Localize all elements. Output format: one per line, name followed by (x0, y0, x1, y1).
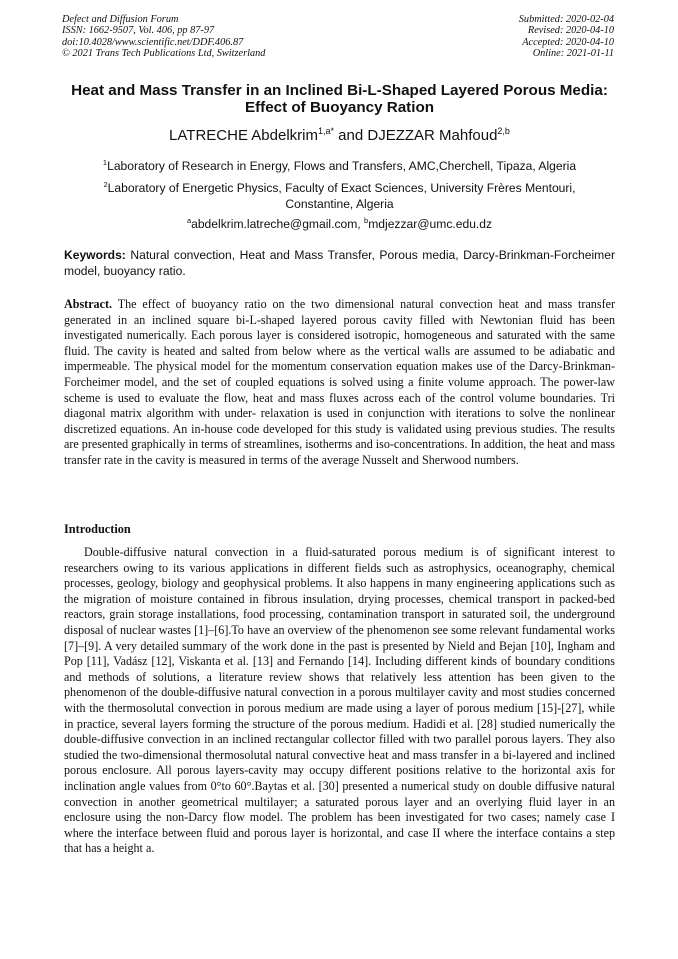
affiliation-2 (64, 177, 615, 212)
keywords-text: Natural convection, Heat and Mass Transfer, Porous media, Darcy-Brinkman-Forcheimer model, buoyancy ratio. (64, 248, 615, 278)
introduction-text: Double-diffusive natural convection in a fluid-saturated porous medium is of significant interest to researchers owing to its various applications in different fields such as astrophysics, oceanography, chemical processes, geology, biology and geophysical problems. It also happens in many engineering applications such as the migration of moisture contained in fibrous insulation, drying processes, chemical transport in packed-bed reactors, grain storage installations, food processing, contamination transport in saturated soil, the underground disposal of nuclear wastes [1]–[6].To have an overview of the phenomenon see some relevant fundamental works [7]–[9]. A very detailed summary of the work done in the past is presented by Nield and Bejan [10], Ingham and Pop [11], Vadász [12], Viskanta et al. [13] and Fernando [14]. Including different kinds of boundary conditions and methods of solutions, a literature review shows that relatively less attention has been given to the phenomenon of the double-diffusive natural convection in a porous multilayer cavity and most studies concerned with the thermosolutal convection in porous medium are made using a layer of porous medium [15]-[27], while in practice, several layers forming the structure of the porous medium. Hadidi et al. [28] studied numerically the double-diffusive convection in an inclined rectangular collector filled with two parallel porous layers. They also studied the two-dimensional thermosolutal natural convective heat and mass transfer in a bi-layered and inclined porous enclosure. All porous layers-cavity may occupy different positions relative to the horizontal axis for inclination angle values from 0°to 60°.Baytas et al. [30] presented a numerical study on double diffusive natural convection in another geometrical multilayer; a saturated porous layer and an overlying fluid layer in an enclosure using the non-Darcy flow model. The problem has been investigated for two cases; namely case I where the interface between fluid and porous layer is horizontal, and case II where the interface contains a step that has a height a. (64, 545, 615, 856)
affiliation-2-line-2: Constantine, Algeria (285, 197, 394, 212)
email-a-sup: a (186, 216, 192, 225)
journal-copyright: © 2021 Trans Tech Publications Ltd, Switzerland (62, 48, 266, 60)
abstract-label: Abstract. (64, 297, 113, 311)
affiliation-1-sup: 1 (102, 158, 108, 167)
author-1-name: LATRECHE Abdelkrim (169, 127, 318, 144)
paper-title: Heat and Mass Transfer in an Inclined Bi-L-Shaped Layered Porous Media: Effect of Buoyancy Ration (71, 82, 608, 116)
journal-doi: doi:10.4028/www.scientific.net/DDF.406.87 (62, 36, 244, 48)
date-submitted: Submitted: 2020-02-04 (518, 14, 614, 25)
abstract-text: The effect of buoyancy ratio on the two dimensional natural convection heat and mass transfer generated in an inclined square bi-L-shaped layered porous cavity filled with Newtonian fluid has been investigated numerically. Each porous layer is considered isotropic, homogeneous and saturated with the same fluid. The cavity is heated and salted from below where as the vertical walls are assumed to be adiabatic and impermeable. The physical model for the momentum conservation equation makes use of the Darcy-Brinkman-Forcheimer model, and the set of coupled equations is solved using a finite volume approach. The power-law scheme is used to evaluate the flow, heat and mass fluxes across each of the control volume boundaries. Tri diagonal matrix algorithm with under- relaxation is used in conjunction with iterations to solve the nonlinear discretized equations. An in-house code developed for this study is validated using previous studies. The results are presented graphically in terms of streamlines, isotherms and iso-concentrations. In addition, the heat and mass transfer rate in the cavity is measured in terms of the average Nusselt and Sherwood numbers. (64, 297, 615, 467)
affiliation-2-sup: 2 (103, 180, 108, 189)
abstract-block (64, 297, 615, 469)
journal-name: Defect and Diffusion Forum (62, 14, 179, 25)
journal-issn: ISSN: 1662-9507, Vol. 406, pp 87-97 (62, 25, 215, 37)
keywords-block (64, 248, 615, 279)
affiliation-1 (64, 155, 615, 174)
author-2-sup: 2,b (497, 126, 510, 136)
author-emails (64, 213, 615, 232)
email-a[interactable]: abdelkrim.latreche@gmail.com, (191, 217, 365, 232)
author-1-sup: 1,a* (317, 126, 334, 136)
date-revised: Revised: 2020-04-10 (527, 25, 614, 37)
introduction-heading: Introduction (64, 522, 131, 536)
date-accepted: Accepted: 2020-04-10 (522, 36, 614, 48)
keywords-label: Keywords: (64, 248, 126, 262)
date-online: Online: 2021-01-11 (532, 48, 614, 60)
author-2-name: DJEZZAR Mahfoud (367, 127, 498, 144)
publication-dates (519, 14, 614, 60)
email-b[interactable]: mdjezzar@umc.edu.dz (368, 217, 493, 232)
author-line (64, 122, 615, 145)
email-b-sup: b (364, 216, 369, 225)
journal-info (62, 14, 265, 60)
author-joiner: and (334, 127, 368, 144)
affiliation-1-text: Laboratory of Research in Energy, Flows and Transfers, AMC,Cherchell, Tipaza, Algeria (107, 159, 577, 174)
affiliation-2-line-1: Laboratory of Energetic Physics, Faculty of Exact Sciences, University Frères Mentouri, (107, 181, 576, 196)
